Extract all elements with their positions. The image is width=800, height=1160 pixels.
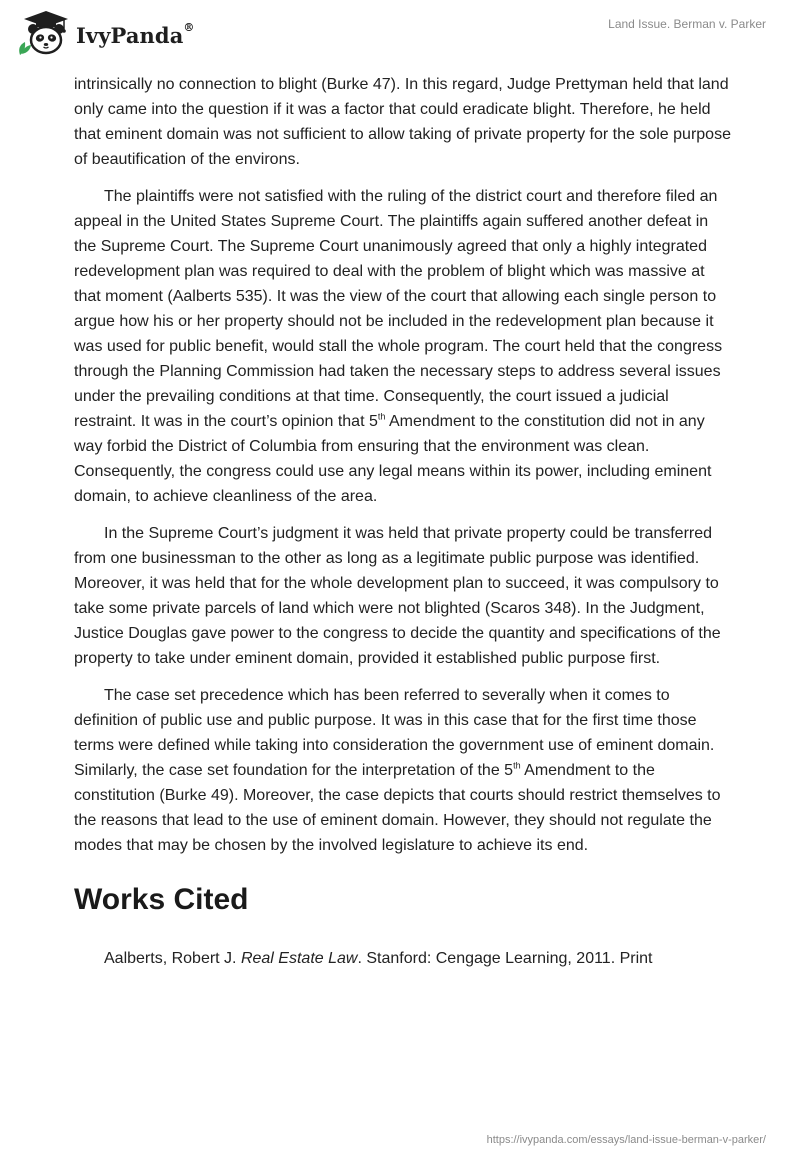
page-header — [0, 0, 800, 68]
paragraph-4 — [74, 683, 734, 858]
source-url[interactable]: https://ivypanda.com/essays/land-issue-berman-v-parker/ — [486, 1134, 766, 1146]
citation-entry — [74, 946, 734, 971]
essay-content — [74, 72, 734, 971]
paragraph-3: In the Supreme Court’s judgment it was held that private property could be transferred from one businessman to the other as long as a legitimate public purpose was identified. Moreover, it was held that for the whole development plan to succeed, it was compulsory to take some private parcels of land which were not blighted (Scaros 348). In the Judgment, Justice Douglas gave power to the congress to decide the quantity and specifications of the property to take under eminent domain, provided it established public purpose first. — [74, 525, 721, 667]
paragraph-2 — [74, 184, 734, 509]
paragraph-2-text-end: Amendment to the constitution did not in any way forbid the District of Columbia from ensuring that the environment was clean. Consequently, the congress could use any legal means within its power, including eminent domain, to achieve cleanliness of the area. — [74, 413, 712, 505]
paragraph-4-text-end: Amendment to the constitution (Burke 49). Moreover, the case depicts that courts should restrict themselves to the reasons that lead to the use of eminent domain. However, they should not regulate the modes that may be chosen by the involved legislature to achieve its end. — [74, 762, 721, 854]
citation-author: Aalberts, Robert J. — [104, 950, 241, 967]
panda-graduate-icon — [14, 8, 74, 58]
ordinal-suffix: th — [513, 760, 521, 771]
ordinal-suffix: th — [377, 411, 386, 422]
brand-name-text: IvyPanda — [76, 22, 184, 48]
paragraph-1: intrinsically no connection to blight (Burke 47). In this regard, Judge Prettyman held that land only came into the question if it was a factor that could eradicate blight. Therefore, he held that eminent domain was not sufficient to allow taking of private property for the sole purpose of beautification of the environs. — [74, 76, 731, 168]
works-cited-heading: Works Cited — [74, 883, 249, 916]
registered-mark: ® — [183, 20, 195, 34]
citation-title: Real Estate Law — [240, 950, 358, 967]
paragraph-2-text-start: The plaintiffs were not satisfied with the ruling of the district court and therefore filed an appeal in the United States Supreme Court. The plaintiffs again suffered another defeat in the Supreme Court. The Supreme Court unanimously agreed that only a highly integrated redevelopment plan was required to deal with the problem of blight which was massive at that moment (Aalberts 535). It was the view of the court that allowing each single person to argue how his or her property should not be included in the redevelopment plan because it was used for public benefit, would stall the whole program. The court held that the congress through the Planning Commission had taken the necessary steps to address several issues under the prevailing conditions at that time. Consequently, the court issued a judicial restraint. It was in the court’s opinion that 5 — [74, 188, 723, 430]
brand-name — [76, 20, 195, 48]
document-title: Land Issue. Berman v. Parker — [608, 17, 766, 31]
paragraph-4-text-start: The case set precedence which has been referred to severally when it comes to definition of public use and public purpose. It was in this case that for the first time those terms were defined while taking into consideration the government use of eminent domain. Similarly, the case set foundation for the interpretation of the 5 — [74, 687, 715, 779]
citation-publication: . Stanford: Cengage Learning, 2011. Print — [357, 950, 653, 967]
ivypanda-logo[interactable] — [14, 8, 195, 58]
